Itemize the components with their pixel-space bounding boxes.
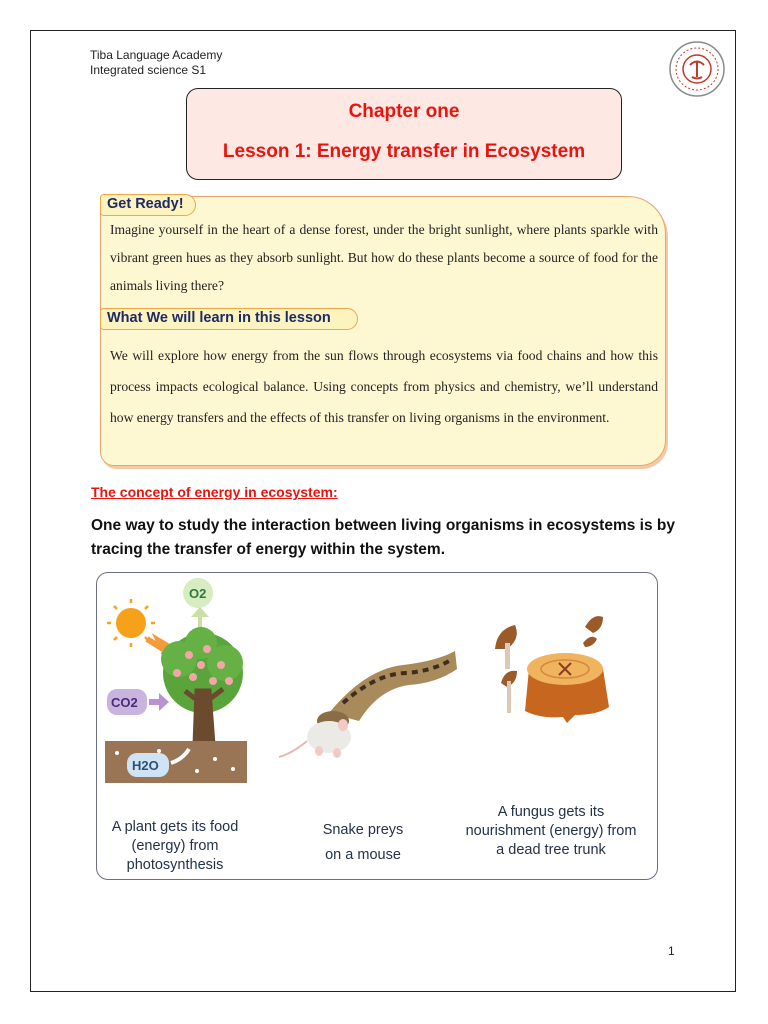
caption-snake-mouse: Snake preys on a mouse [322,822,404,863]
caption-fungus: A fungus gets its nourishment (energy) from a dead tree trunk [465,804,637,858]
snake-body [329,651,457,721]
get-ready-text: Imagine yourself in the heart of a dense forest, under the bright sunlight, where plants sparkle with vibrant green hues as they absorb sunlight. But how do these plants become a source of food for the animals living there? [110,222,658,293]
fungus-illustration [495,616,609,723]
page-number: 1 [668,944,675,958]
header [90,48,222,78]
lesson-title: Lesson 1: Energy transfer in Ecosystem [222,141,586,162]
section-heading: The concept of energy in ecosystem: [91,484,338,500]
h2o-label: H2O [132,758,159,773]
co2-label: CO2 [111,695,138,710]
snake-mouse-illustration [279,651,457,758]
mouse-ear [338,719,348,731]
o2-label: O2 [189,586,207,601]
mouse-tail [279,741,307,757]
section-intro: One way to study the interaction between living organisms in ecosystems is by tracing the transfer of energy within the system. [91,517,675,558]
caption-photosynthesis: A plant gets its food (energy) from photosynthesis [111,819,239,873]
academy-logo [668,40,726,98]
get-ready-tag: Get Ready! [100,194,196,216]
learn-tag: What We will learn in this lesson [100,308,358,330]
figure-panel [96,572,658,880]
learn-text: We will explore how energy from the sun flows through ecosystems via food chains and how this process impacts ecological balance. Using concepts from physics and chemistry, we’ll understand how energy transfers and the effects of this transfer on living organisms in the environment. [110,348,658,425]
co2-arrow [149,693,169,711]
sun-icon [116,608,146,638]
chapter-title: Chapter one [348,101,460,122]
course-name: Integrated science S1 [90,63,207,77]
title-box [186,88,622,180]
get-ready-panel [100,196,668,468]
photosynthesis-illustration [105,578,247,783]
school-name: Tiba Language Academy [90,48,223,62]
